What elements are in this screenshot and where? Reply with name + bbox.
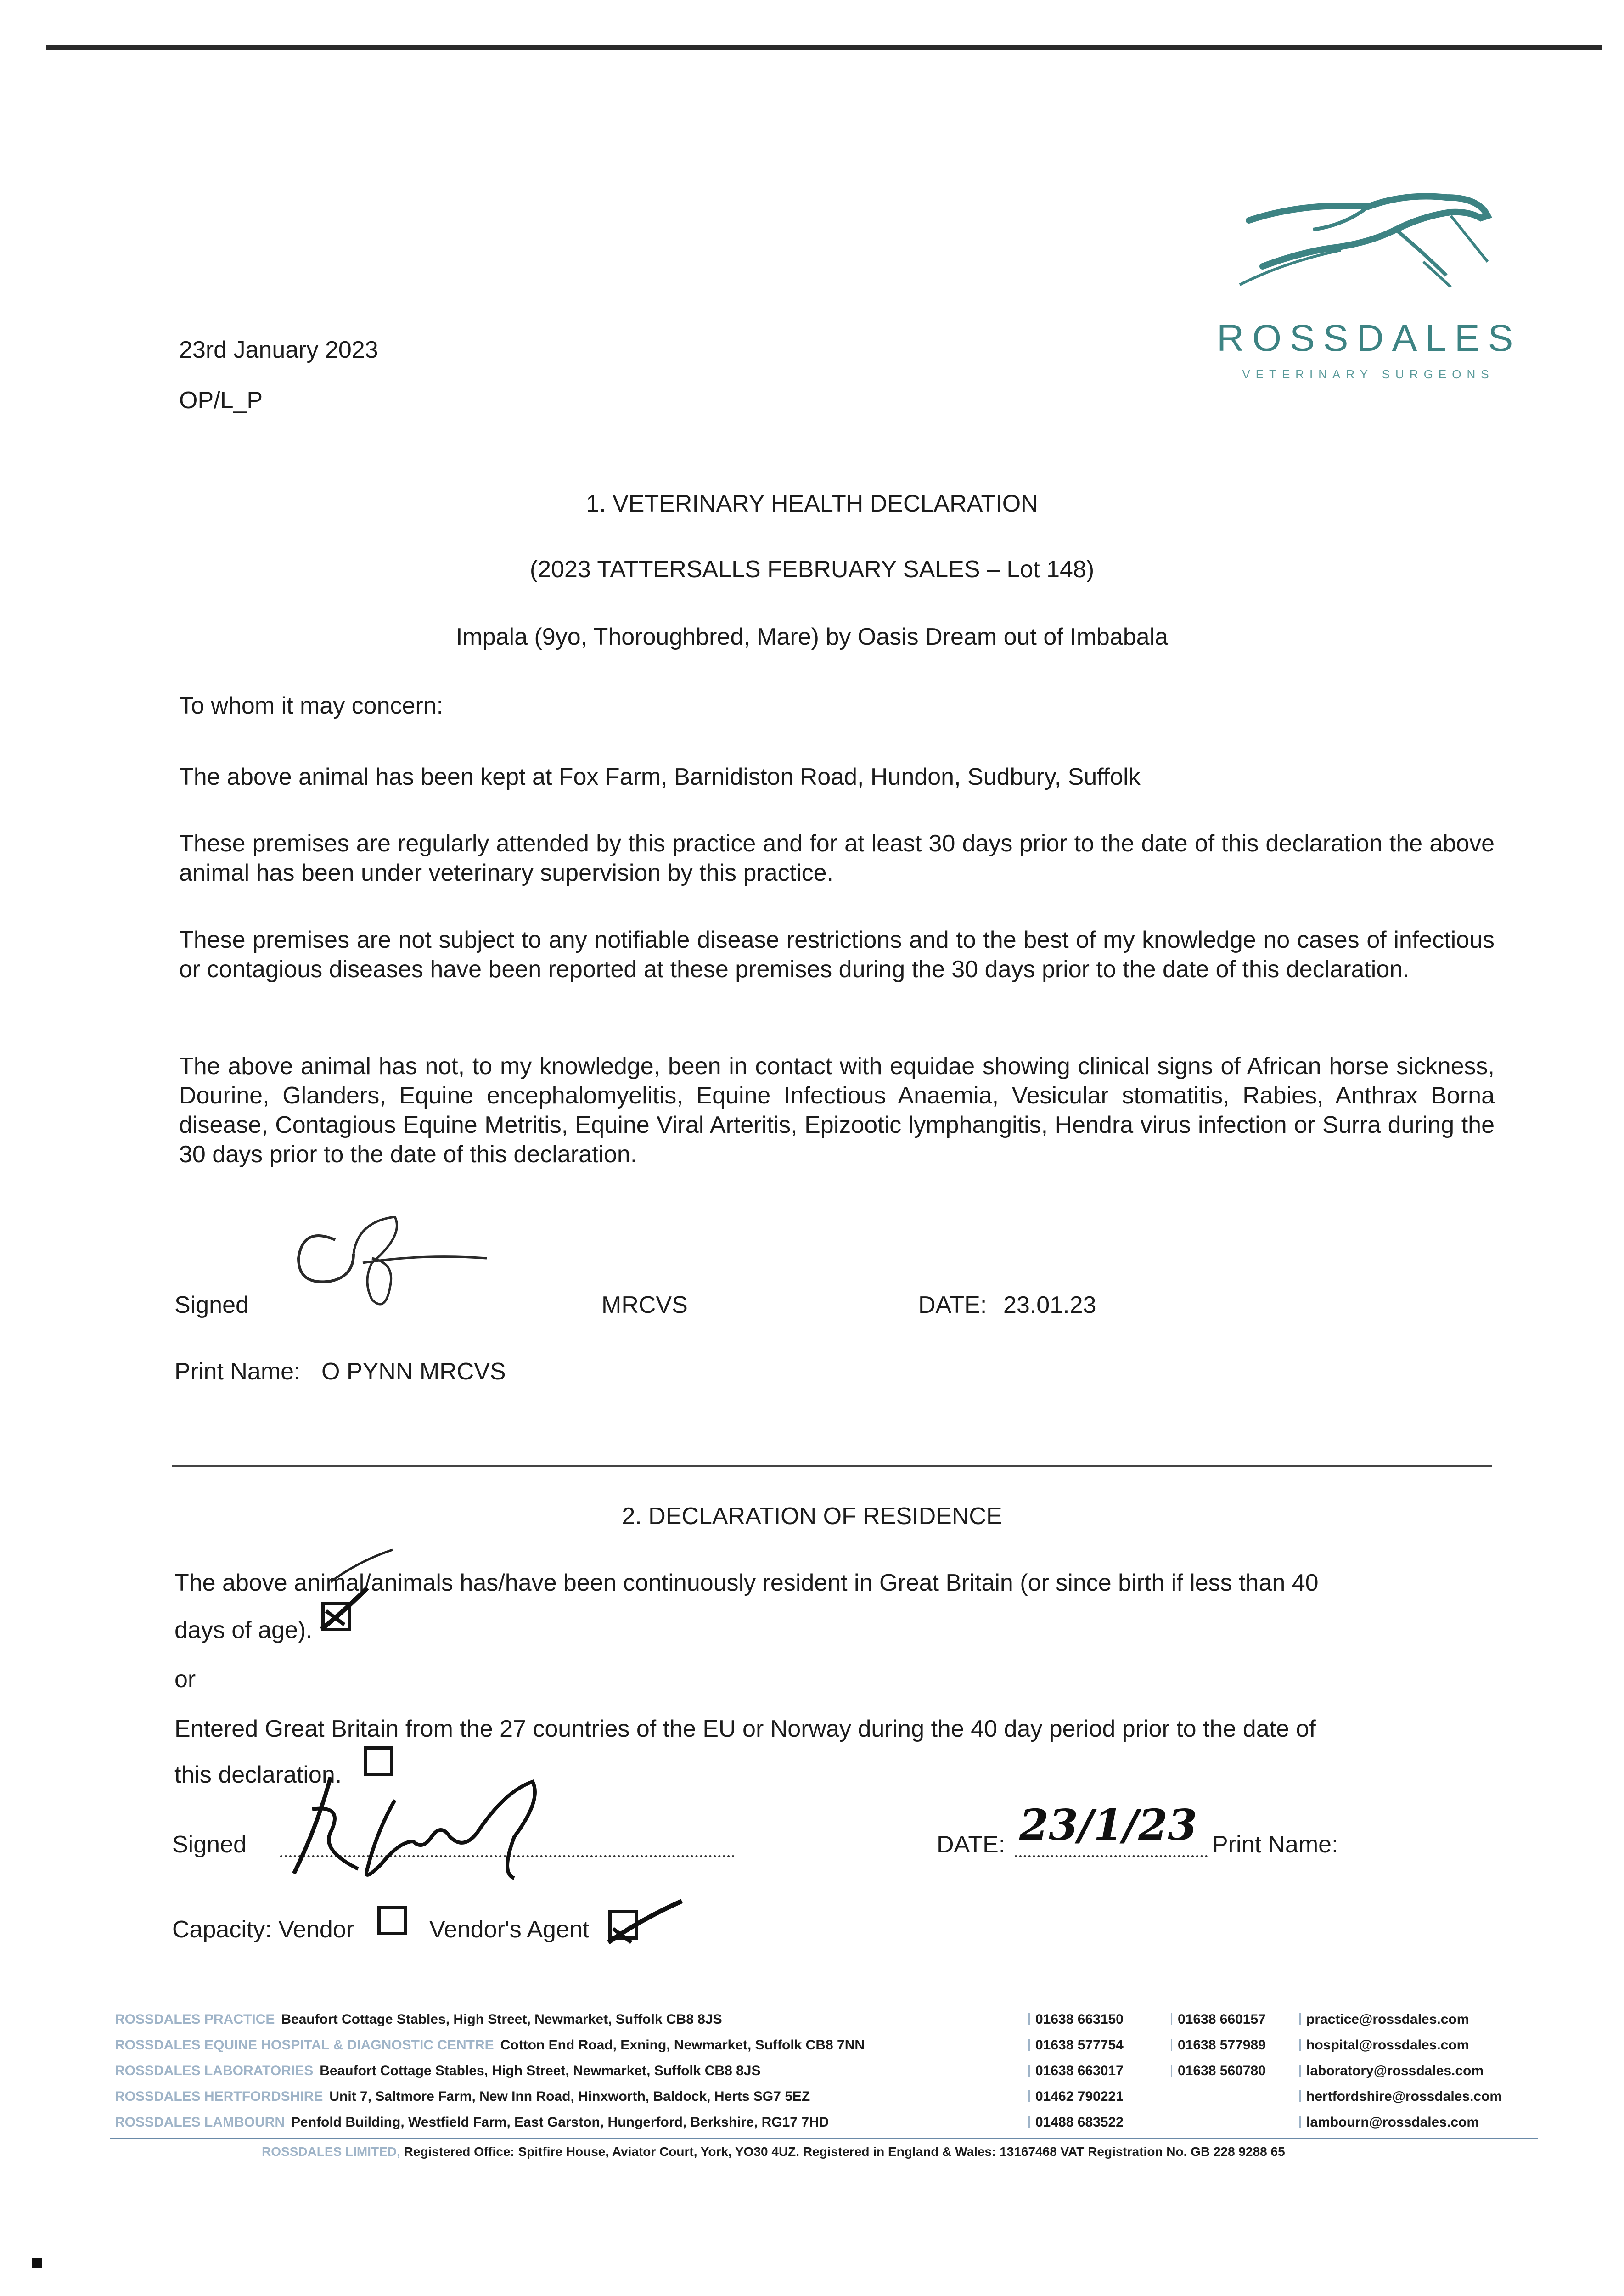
vet-signature	[285, 1208, 496, 1318]
paragraph-restrictions: These premises are not subject to any notifiable disease restrictions and to the best of my knowledge no cases of infectious or contagious diseases have been reported at these premises during the 30 days prior to the date of this declaration.	[179, 927, 1495, 983]
strike-mark	[331, 1548, 395, 1584]
option1-checkbox[interactable]	[321, 1602, 351, 1633]
registered-office	[262, 2141, 1547, 2163]
footer-office-hertfordshire: ROSSDALES HERTFORDSHIRE Unit 7, Saltmore Farm, New Inn Road, Hinxworth, Baldock, Herts SG7 5EZ	[115, 2089, 810, 2104]
section2-heading: 2. DECLARATION OF RESIDENCE	[622, 1503, 1002, 1530]
vendor-signature	[275, 1763, 597, 1883]
section1-heading: 1. VETERINARY HEALTH DECLARATION	[586, 490, 1038, 517]
email-laboratory[interactable]: laboratory@rossdales.com	[1306, 2063, 1484, 2078]
paragraph-premises: The above animal has been kept at Fox Farm, Barnidiston Road, Hundon, Sudbury, Suffolk	[179, 764, 1141, 790]
footer-office-lambourn: ROSSDALES LAMBOURN Penfold Building, Westfield Farm, East Garston, Hungerford, Berkshire, RG17 7HD	[115, 2115, 829, 2130]
section1-subheading: (2023 TATTERSALLS FEBRUARY SALES – Lot 148)	[529, 556, 1095, 583]
vendor-signed-label: Signed	[172, 1831, 247, 1858]
footer-phones	[1028, 2007, 1171, 2135]
residence-option1-line1: The above animal/animals has/have been continuously resident in Great Britain (or since birth if less than 40	[174, 1570, 1319, 1596]
horse-logo-icon	[1231, 184, 1506, 312]
email-lambourn[interactable]: lambourn@rossdales.com	[1306, 2115, 1479, 2130]
residence-option1-line2: days of age).	[174, 1617, 313, 1643]
footer-office-laboratories: ROSSDALES LABORATORIES Beaufort Cottage Stables, High Street, Newmarket, Suffolk CB8 8JS	[115, 2063, 761, 2078]
letter-date: 23rd January 2023	[179, 337, 378, 363]
phone-hertfordshire: 01462 790221	[1035, 2089, 1124, 2104]
date-line	[1015, 1855, 1208, 1857]
salutation: To whom it may concern:	[179, 692, 444, 719]
registered-text: Registered Office: Spitfire House, Aviator Court, York, YO30 4UZ. Registered in England & Wales: 13167468 VAT Registration No. GB 228 9288 65	[404, 2144, 1285, 2159]
phone-hospital: 01638 577754	[1035, 2037, 1124, 2053]
horse-details: Impala (9yo, Thoroughbred, Mare) by Oasis Dream out of Imbabala	[455, 624, 1169, 650]
vet-signed-label: Signed	[174, 1292, 249, 1318]
footer-faxes	[1171, 2007, 1299, 2084]
print-name-label: Print Name:	[174, 1358, 301, 1385]
footer-office-practice: ROSSDALES PRACTICE Beaufort Cottage Stables, High Street, Newmarket, Suffolk CB8 8JS	[115, 2012, 722, 2027]
vendor-date-label: DATE:	[937, 1831, 1006, 1858]
email-practice[interactable]: practice@rossdales.com	[1306, 2012, 1469, 2027]
vet-date-value: 23.01.23	[1003, 1292, 1096, 1318]
vendor-agent-label: Vendor's Agent	[429, 1916, 590, 1943]
vendor-date-handwritten: 23/1/23	[1019, 1800, 1197, 1850]
footer-office-hospital: ROSSDALES EQUINE HOSPITAL & DIAGNOSTIC CENTRE Cotton End Road, Exning, Newmarket, Suffolk CB8 7NN	[115, 2037, 865, 2053]
top-rule	[46, 45, 1602, 50]
footer-emails	[1299, 2007, 1538, 2135]
phone-lambourn: 01488 683522	[1035, 2115, 1124, 2130]
logo-tagline: VETERINARY SURGEONS	[1242, 367, 1495, 381]
email-hospital[interactable]: hospital@rossdales.com	[1306, 2037, 1469, 2053]
fax-hospital: 01638 577989	[1178, 2037, 1266, 2053]
scan-mark	[32, 2258, 42, 2268]
or-label: or	[174, 1666, 196, 1693]
fax-practice: 01638 660157	[1178, 2012, 1266, 2027]
vet-date-label: DATE:	[918, 1292, 987, 1318]
residence-option2-line2: this declaration.	[174, 1761, 342, 1788]
phone-practice: 01638 663150	[1035, 2012, 1124, 2027]
logo-name: ROSSDALES	[1217, 317, 1522, 359]
mrcvs-label: MRCVS	[601, 1292, 688, 1318]
vendor-checkbox[interactable]	[377, 1906, 407, 1937]
reference: OP/L_P	[179, 387, 263, 414]
print-name-value: O PYNN MRCVS	[321, 1358, 506, 1385]
fax-laboratory: 01638 560780	[1178, 2063, 1266, 2078]
paragraph-supervision: These premises are regularly attended by this practice and for at least 30 days prior to the date of this declaration the above animal has been under veterinary supervision by this practice.	[179, 830, 1495, 886]
paragraph-contact: The above animal has not, to my knowledge, been in contact with equidae showing clinical signs of African horse sickness, Dourine, Glanders, Equine encephalomyelitis, Equine Infectious Anaemia, Vesicular stomatitis, Rabies, Anthrax Borna disease, Contagious Equine Metritis, Equine Viral Arteritis, Epizootic lymphangitis, Hendra virus infection or Surra during the 30 days prior to the date of this declaration.	[179, 1053, 1495, 1168]
footer-rule	[110, 2138, 1538, 2139]
residence-option2-line1: Entered Great Britain from the 27 countries of the EU or Norway during the 40 day period prior to the date of	[174, 1716, 1316, 1742]
email-hertfordshire[interactable]: hertfordshire@rossdales.com	[1306, 2089, 1502, 2104]
vendor-agent-checkbox[interactable]	[608, 1910, 638, 1942]
phone-laboratory: 01638 663017	[1035, 2063, 1124, 2078]
section-divider	[172, 1465, 1492, 1467]
footer-addresses	[115, 2007, 1033, 2135]
capacity-label: Capacity: Vendor	[172, 1916, 354, 1943]
vendor-print-name-label: Print Name:	[1212, 1831, 1338, 1858]
registered-label: ROSSDALES LIMITED,	[262, 2144, 400, 2159]
